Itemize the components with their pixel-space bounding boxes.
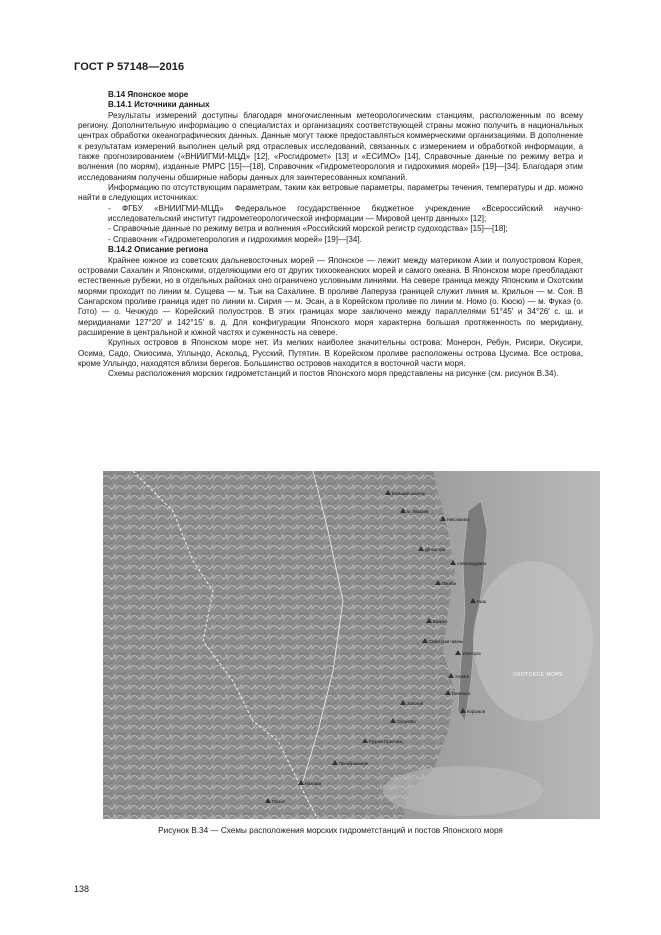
svg-text:Сосуново: Сосуново [397,719,416,724]
svg-text:Находка: Находка [305,781,322,786]
list-item: - Справочник «Гидрометеорология и гидрохимия морей» [19]—[34]. [108,234,362,244]
svg-text:Ванино: Ванино [433,619,448,624]
svg-text:Посьет: Посьет [272,799,286,804]
paragraph: Крупных островов в Японском море нет. Из мелких наиболее значительны острова: Монерон, Ребун, Рисири, Окусири, Осима, Садо, Окиосима, Уллындо, Аскольд, Русский, Путятин. В Корейском проливе расположены острова Цусима. Все острова, кроме Уллындо, находятся вблизи берегов. Большинство островов находится в восточной части моря. [78,338,583,368]
svg-text:Рудная Пристань: Рудная Пристань [369,739,403,744]
svg-text:Холмск: Холмск [455,674,470,679]
subsection-title-sources: В.14.1 Источники данных [108,100,210,110]
list-item: - ФГБУ «ВНИИГМИ-МЦД» Федеральное государственное бюджетное учреждение «Всероссийский научно-исследовательский институт гидрометеорологической информации — Мировой центр данных» [12]; [108,203,583,224]
paragraph: Схемы расположения морских гидрометстанций и постов Японского моря представлены на рисунке (см. рисунок В.34). [108,369,559,379]
relief-map [103,471,600,819]
svg-text:м. Лазарев: м. Лазарев [407,509,429,514]
page-number: 138 [74,884,90,894]
svg-text:Корсаков: Корсаков [467,709,485,714]
station-marker [422,638,464,644]
standard-code: ГОСТ Р 57148—2016 [74,61,185,73]
svg-text:Погиби: Погиби [442,581,456,586]
station-map-figure [103,471,600,819]
station-marker [385,490,426,496]
figure-caption: Рисунок В.34 — Схемы расположения морских гидрометстанций и постов Японского моря [158,826,503,835]
station-marker [362,738,404,744]
sea-shading [383,766,543,816]
svg-text:Де-Кастри: Де-Кастри [425,547,446,552]
sea-label: ОХОТСКОЕ МОРЕ [513,672,564,678]
subsection-title-region: В.14.2 Описание региона [108,245,209,255]
svg-text:Большой шантар: Большой шантар [392,491,426,496]
paragraph: Крайнее южное из советских дальневосточных морей — Японское — лежит между материком Азии и полуостровом Корея, островами Сахалин и Японскими, отделяющими его от других тихоокеанских морей и самого океана. В Японском море преобладают естественные рубежи, но в отдельных районах оно ограничено условными линиями. На севере граница между Японским и Охотским морями проходит по линии м. Сущева — м. Тык на Сахалине. В проливе Лаперуза границей служит линия м. Крильон — м. Соя. В Сангарском проливе граница идет по линии м. Сирия — м. Эсан, а в Корейском проливе по линии м. Номо (о. Кюсю) — м. Фукаэ (о. Гото) — о. Чечжудо — Корейский полуостров. В этих границах море заключено между параллелями 51°45′ и 34°26′ с. ш. и меридианами 127°20′ и 142°15′ в. д. Для конфигурации Японского моря характерна большая протяженность по меридиану, расширение в центральной и южной частях и суженность на севере. [78,255,583,337]
sea-shading [473,561,593,721]
svg-text:Невельск: Невельск [452,691,471,696]
svg-text:Николаевск: Николаевск [447,517,470,522]
svg-text:Преображение: Преображение [339,761,369,766]
svg-text:Углегорск: Углегорск [462,651,481,656]
paragraph: Информацию по отсутствующим параметрам, таким как ветровые параметры, параметры течения, температуры и др. можно найти в следующих источниках: [78,183,583,203]
list-item: - Справочные данные по режиму ветра и волнения «Российский морской регистр судоходства» [15]—[18]; [108,224,508,234]
svg-text:Золотой: Золотой [407,701,424,706]
svg-text:Александровск: Александровск [457,561,487,566]
text-body [78,90,583,380]
svg-text:Советская гавань: Советская гавань [429,639,464,644]
paragraph: Результаты измерений доступны благодаря многочисленным метеорологическим станциям, расположенным по всему региону. Дополнительную информацию о специалистах и организациях соответствующей страны можно получить в национальных центрах обработки океанографических данных. Данные могут также предоставляться коммерческими организациями. В дополнение к результатам измерений выполнен целый ряд отраслевых исследований, связанных с измерением и обработкой информации, а также прогнозированием («ВНИИГМИ-МЦД» [12], «Росгидромет» [13] и «ЕСИМО» [14], Справочные данные по режиму ветра и волнения (по морям), изданные РМРС [15]—[18], Справочник «Гидрометеорология и гидрохимия морей» [19]—[34]. Благодаря этим исследованиям получены обширные наборы данных для заинтересованных компаний. [78,110,583,182]
svg-text:Ныш: Ныш [477,599,487,604]
section-title: В.14 Японское море [108,90,189,99]
